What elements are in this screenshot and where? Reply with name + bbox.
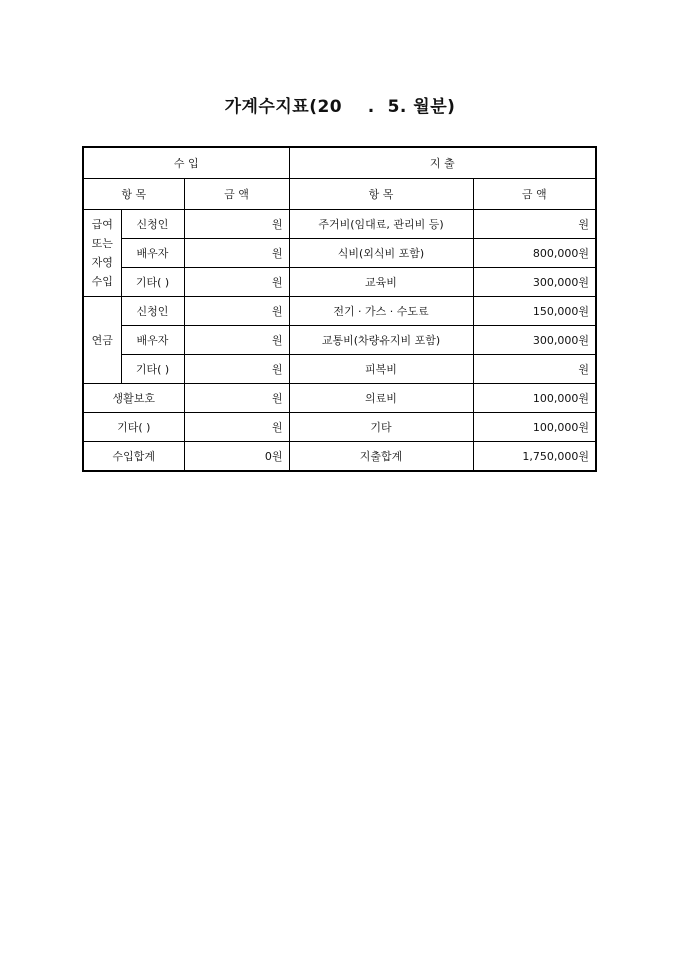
expense-amount-cell: 300,000원 [473,268,596,297]
wage-group-line: 또는 [91,237,113,250]
expense-item-label: 의료비 [289,384,473,413]
income-item-label: 배우자 [121,326,184,355]
income-item-label: 기타( ) [83,413,184,442]
expense-item-label: 식비(외식비 포함) [289,239,473,268]
expense-amount-cell: 300,000원 [473,326,596,355]
income-item-label: 기타( ) [121,268,184,297]
expense-amount-cell: 800,000원 [473,239,596,268]
expense-amount-cell: 100,000원 [473,384,596,413]
income-amount-cell: 원 [184,239,289,268]
table-row [83,384,596,413]
expense-amount-cell: 원 [473,355,596,384]
income-item-label: 배우자 [121,239,184,268]
income-amount-cell: 원 [184,326,289,355]
table-row [83,413,596,442]
income-item-label: 신청인 [121,210,184,239]
income-amount-cell: 원 [184,297,289,326]
income-total-label: 수입합계 [83,442,184,472]
wage-group-line: 자영 [91,256,113,269]
table-row [83,326,596,355]
expense-total-value: 1,750,000원 [473,442,596,472]
income-item-label: 기타( ) [121,355,184,384]
table-row [83,355,596,384]
table-row [83,239,596,268]
expense-total-label: 지출합계 [289,442,473,472]
column-header-row [83,179,596,210]
section-header-row [83,147,596,179]
expense-item-label: 기타 [289,413,473,442]
pension-group-label: 연금 [83,297,121,384]
income-item-header: 항 목 [83,179,184,210]
expense-item-label: 전기 · 가스 · 수도료 [289,297,473,326]
table-row [83,297,596,326]
income-total-value: 0원 [184,442,289,472]
income-item-label: 신청인 [121,297,184,326]
wage-group-line: 급여 [91,218,113,231]
budget-table [82,146,597,472]
income-amount-header: 금 액 [184,179,289,210]
expense-section-header: 지 출 [289,147,596,179]
expense-amount-cell: 150,000원 [473,297,596,326]
totals-row [83,442,596,472]
expense-item-header: 항 목 [289,179,473,210]
wage-group-line: 수입 [91,275,113,288]
income-amount-cell: 원 [184,384,289,413]
page-title: 가계수지표(20 . 5. 월분) [224,97,456,117]
income-amount-cell: 원 [184,413,289,442]
table-row [83,210,596,239]
wage-group-label [83,210,121,297]
expense-item-label: 교통비(차량유지비 포함) [289,326,473,355]
expense-amount-header: 금 액 [473,179,596,210]
expense-item-label: 교육비 [289,268,473,297]
expense-item-label: 주거비(임대료, 관리비 등) [289,210,473,239]
expense-amount-cell: 원 [473,210,596,239]
expense-amount-cell: 100,000원 [473,413,596,442]
income-section-header: 수 입 [83,147,289,179]
income-amount-cell: 원 [184,268,289,297]
income-item-label: 생활보호 [83,384,184,413]
income-amount-cell: 원 [184,355,289,384]
table-row [83,268,596,297]
expense-item-label: 피복비 [289,355,473,384]
income-amount-cell: 원 [184,210,289,239]
